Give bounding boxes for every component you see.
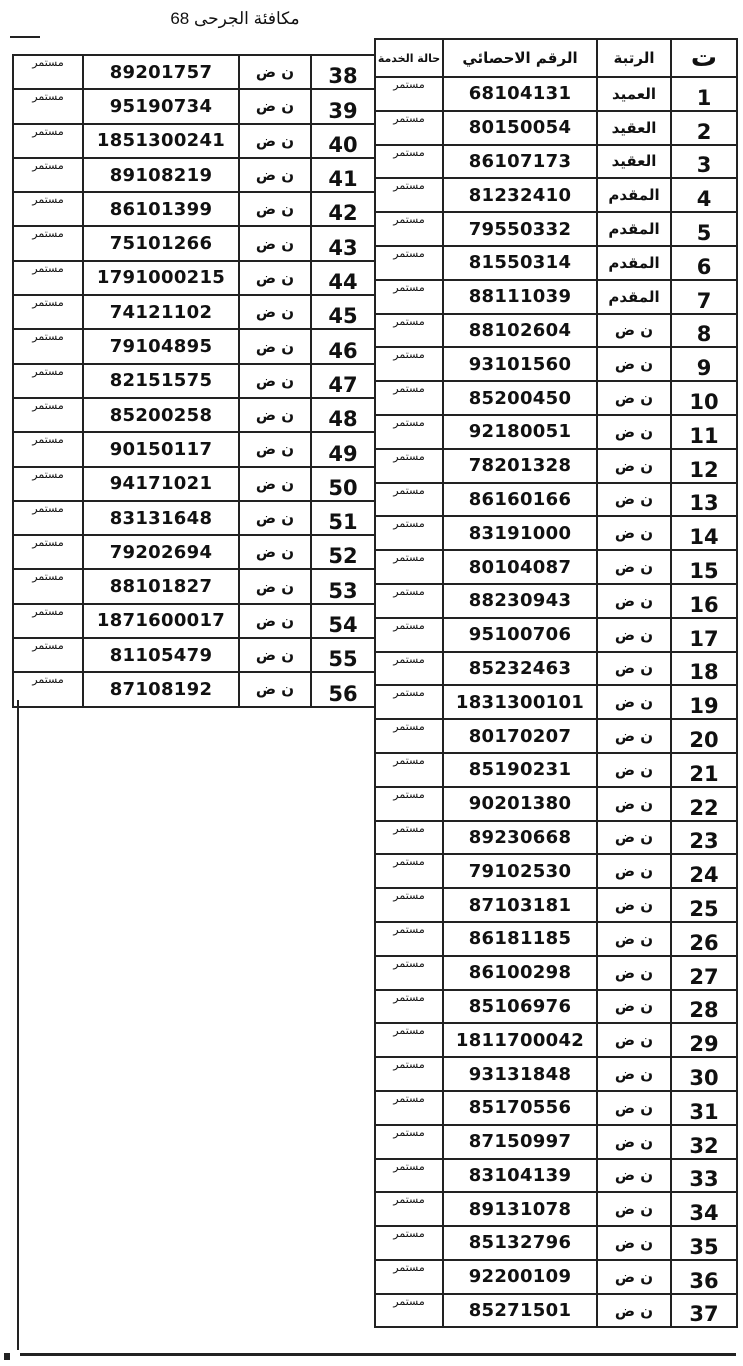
rank-cell: ن ض — [597, 854, 671, 888]
table-row — [13, 124, 375, 158]
index-cell: 9 — [671, 347, 737, 381]
status-cell: مستمر — [375, 77, 443, 111]
stat-no-cell: 90150117 — [83, 432, 239, 466]
index-cell: 13 — [671, 483, 737, 517]
index-cell: 20 — [671, 719, 737, 753]
stat-no-cell: 88102604 — [443, 314, 597, 348]
status-cell: مستمر — [375, 381, 443, 415]
stat-no-cell: 83104139 — [443, 1159, 597, 1193]
table-header-row — [375, 39, 737, 77]
status-cell: مستمر — [375, 956, 443, 990]
stat-no-cell: 74121102 — [83, 295, 239, 329]
rank-cell: ن ض — [597, 1091, 671, 1125]
index-cell: 31 — [671, 1091, 737, 1125]
stat-no-cell: 89131078 — [443, 1192, 597, 1226]
index-cell: 25 — [671, 888, 737, 922]
status-cell: مستمر — [375, 685, 443, 719]
rank-cell: العقيد — [597, 111, 671, 145]
rank-cell: ن ض — [239, 604, 311, 638]
status-cell: مستمر — [375, 990, 443, 1024]
stat-no-cell: 85232463 — [443, 652, 597, 686]
table-row — [375, 922, 737, 956]
index-cell: 43 — [311, 226, 375, 260]
table-row — [13, 569, 375, 603]
stat-no-cell: 79202694 — [83, 535, 239, 569]
rank-cell: المقدم — [597, 280, 671, 314]
index-cell: 24 — [671, 854, 737, 888]
rank-cell: العقيد — [597, 145, 671, 179]
index-cell: 7 — [671, 280, 737, 314]
table-row — [375, 381, 737, 415]
rank-cell: ن ض — [597, 347, 671, 381]
status-cell: مستمر — [13, 638, 83, 672]
stat-no-cell: 90201380 — [443, 787, 597, 821]
status-cell: مستمر — [375, 652, 443, 686]
stat-no-cell: 93101560 — [443, 347, 597, 381]
status-cell: مستمر — [375, 753, 443, 787]
index-cell: 16 — [671, 584, 737, 618]
stat-no-cell: 80150054 — [443, 111, 597, 145]
index-cell: 4 — [671, 178, 737, 212]
rank-cell: العميد — [597, 77, 671, 111]
index-cell: 15 — [671, 550, 737, 584]
index-cell: 53 — [311, 569, 375, 603]
status-cell: مستمر — [375, 922, 443, 956]
stat-no-cell: 92200109 — [443, 1260, 597, 1294]
index-cell: 37 — [671, 1294, 737, 1328]
rank-cell: ن ض — [597, 990, 671, 1024]
index-cell: 12 — [671, 449, 737, 483]
rank-cell: المقدم — [597, 212, 671, 246]
stat-no-cell: 79104895 — [83, 329, 239, 363]
index-cell: 45 — [311, 295, 375, 329]
rank-cell: ن ض — [597, 584, 671, 618]
stat-no-cell: 81105479 — [83, 638, 239, 672]
status-cell: مستمر — [375, 584, 443, 618]
status-cell: مستمر — [375, 1226, 443, 1260]
stat-no-cell: 1811700042 — [443, 1023, 597, 1057]
rank-cell: ن ض — [597, 381, 671, 415]
index-cell: 33 — [671, 1159, 737, 1193]
status-cell: مستمر — [13, 672, 83, 706]
status-cell: مستمر — [13, 398, 83, 432]
bottom-rule — [20, 1353, 736, 1356]
status-cell: مستمر — [375, 787, 443, 821]
rank-cell: ن ض — [239, 158, 311, 192]
index-cell: 46 — [311, 329, 375, 363]
status-cell: مستمر — [375, 1023, 443, 1057]
rank-cell: ن ض — [239, 535, 311, 569]
stat-no-cell: 75101266 — [83, 226, 239, 260]
header-status: حالة الخدمة — [375, 39, 443, 77]
index-cell: 40 — [311, 124, 375, 158]
index-cell: 11 — [671, 415, 737, 449]
index-cell: 18 — [671, 652, 737, 686]
status-cell: مستمر — [13, 192, 83, 226]
index-cell: 38 — [311, 55, 375, 89]
table-row — [375, 246, 737, 280]
rank-cell: ن ض — [239, 295, 311, 329]
index-cell: 44 — [311, 261, 375, 295]
table-row — [375, 415, 737, 449]
rank-cell: ن ض — [239, 192, 311, 226]
stat-no-cell: 82151575 — [83, 364, 239, 398]
top-rule — [10, 36, 40, 38]
status-cell: مستمر — [375, 1159, 443, 1193]
stat-no-cell: 89108219 — [83, 158, 239, 192]
index-cell: 50 — [311, 467, 375, 501]
rank-cell: ن ض — [597, 1057, 671, 1091]
stat-no-cell: 86107173 — [443, 145, 597, 179]
table-row — [375, 550, 737, 584]
status-cell: مستمر — [375, 550, 443, 584]
table-row — [13, 158, 375, 192]
table-row — [375, 1125, 737, 1159]
stat-no-cell: 80170207 — [443, 719, 597, 753]
status-cell: مستمر — [375, 314, 443, 348]
rank-cell: ن ض — [597, 1125, 671, 1159]
rank-cell: ن ض — [597, 652, 671, 686]
table-row — [375, 212, 737, 246]
status-cell: مستمر — [375, 111, 443, 145]
index-cell: 10 — [671, 381, 737, 415]
table-row — [13, 261, 375, 295]
index-cell: 2 — [671, 111, 737, 145]
stat-no-cell: 85132796 — [443, 1226, 597, 1260]
index-cell: 36 — [671, 1260, 737, 1294]
index-cell: 47 — [311, 364, 375, 398]
status-cell: مستمر — [13, 467, 83, 501]
table-row — [13, 432, 375, 466]
margin-line — [17, 700, 19, 1350]
stat-no-cell: 85170556 — [443, 1091, 597, 1125]
status-cell: مستمر — [375, 854, 443, 888]
index-cell: 17 — [671, 618, 737, 652]
stat-no-cell: 89201757 — [83, 55, 239, 89]
table-row — [13, 467, 375, 501]
table-row — [375, 584, 737, 618]
status-cell: مستمر — [375, 821, 443, 855]
stat-no-cell: 79102530 — [443, 854, 597, 888]
table-row — [13, 55, 375, 89]
stat-no-cell: 86181185 — [443, 922, 597, 956]
status-cell: مستمر — [375, 516, 443, 550]
index-cell: 32 — [671, 1125, 737, 1159]
table-row — [375, 347, 737, 381]
rank-cell: ن ض — [597, 821, 671, 855]
stat-no-cell: 83131648 — [83, 501, 239, 535]
stat-no-cell: 93131848 — [443, 1057, 597, 1091]
table-row — [375, 145, 737, 179]
table-row — [13, 329, 375, 363]
table-row — [375, 821, 737, 855]
status-cell: مستمر — [375, 1057, 443, 1091]
index-cell: 22 — [671, 787, 737, 821]
status-cell: مستمر — [13, 261, 83, 295]
index-cell: 8 — [671, 314, 737, 348]
stat-no-cell: 81232410 — [443, 178, 597, 212]
index-cell: 48 — [311, 398, 375, 432]
table-row — [13, 192, 375, 226]
rank-cell: ن ض — [239, 55, 311, 89]
index-cell: 19 — [671, 685, 737, 719]
table-row — [375, 111, 737, 145]
table-row — [375, 888, 737, 922]
stat-no-cell: 85190231 — [443, 753, 597, 787]
table-row — [375, 685, 737, 719]
status-cell: مستمر — [375, 483, 443, 517]
rank-cell: ن ض — [597, 618, 671, 652]
stat-no-cell: 86160166 — [443, 483, 597, 517]
stat-no-cell: 1871600017 — [83, 604, 239, 638]
table-row — [375, 178, 737, 212]
header-index: ت — [671, 39, 737, 77]
status-cell: مستمر — [375, 212, 443, 246]
status-cell: مستمر — [13, 501, 83, 535]
table-row — [375, 1023, 737, 1057]
status-cell: مستمر — [375, 1260, 443, 1294]
index-cell: 30 — [671, 1057, 737, 1091]
corner-mark — [4, 1353, 10, 1360]
rank-cell: ن ض — [239, 398, 311, 432]
rank-cell: ن ض — [239, 364, 311, 398]
index-cell: 55 — [311, 638, 375, 672]
table-row — [375, 77, 737, 111]
rank-cell: ن ض — [597, 685, 671, 719]
index-cell: 35 — [671, 1226, 737, 1260]
table-row — [375, 483, 737, 517]
stat-no-cell: 81550314 — [443, 246, 597, 280]
header-rank: الرتبة — [597, 39, 671, 77]
rank-cell: ن ض — [239, 467, 311, 501]
rank-cell: ن ض — [597, 1192, 671, 1226]
rank-cell: ن ض — [239, 672, 311, 706]
status-cell: مستمر — [375, 178, 443, 212]
table-row — [13, 501, 375, 535]
status-cell: مستمر — [13, 226, 83, 260]
status-cell: مستمر — [13, 158, 83, 192]
index-cell: 21 — [671, 753, 737, 787]
rank-cell: ن ض — [239, 569, 311, 603]
stat-no-cell: 68104131 — [443, 77, 597, 111]
index-cell: 39 — [311, 89, 375, 123]
status-cell: مستمر — [375, 618, 443, 652]
stat-no-cell: 87108192 — [83, 672, 239, 706]
table-row — [375, 1294, 737, 1328]
blank-area — [18, 716, 372, 1346]
rank-cell: ن ض — [239, 89, 311, 123]
status-cell: مستمر — [375, 415, 443, 449]
rank-cell: ن ض — [597, 922, 671, 956]
rank-cell: ن ض — [597, 888, 671, 922]
status-cell: مستمر — [13, 89, 83, 123]
table-row — [13, 364, 375, 398]
index-cell: 14 — [671, 516, 737, 550]
index-cell: 54 — [311, 604, 375, 638]
status-cell: مستمر — [375, 1125, 443, 1159]
stat-no-cell: 86101399 — [83, 192, 239, 226]
rank-cell: ن ض — [597, 1294, 671, 1328]
status-cell: مستمر — [375, 1091, 443, 1125]
table-row — [375, 990, 737, 1024]
index-cell: 27 — [671, 956, 737, 990]
index-cell: 49 — [311, 432, 375, 466]
index-cell: 26 — [671, 922, 737, 956]
table-row — [13, 295, 375, 329]
rank-cell: ن ض — [597, 449, 671, 483]
rank-cell: ن ض — [597, 550, 671, 584]
rank-cell: ن ض — [597, 787, 671, 821]
stat-no-cell: 95100706 — [443, 618, 597, 652]
status-cell: مستمر — [13, 364, 83, 398]
index-cell: 52 — [311, 535, 375, 569]
document-title: مكافئة الجرحى 68 — [170, 9, 300, 28]
stat-no-cell: 1791000215 — [83, 261, 239, 295]
stat-no-cell: 85200258 — [83, 398, 239, 432]
table-row — [375, 854, 737, 888]
rank-cell: المقدم — [597, 178, 671, 212]
rank-cell: ن ض — [239, 501, 311, 535]
table-left — [12, 54, 376, 708]
rank-cell: ن ض — [597, 314, 671, 348]
rank-cell: المقدم — [597, 246, 671, 280]
table-row — [13, 672, 375, 706]
rank-cell: ن ض — [597, 1260, 671, 1294]
index-cell: 42 — [311, 192, 375, 226]
stat-no-cell: 85271501 — [443, 1294, 597, 1328]
table-row — [375, 787, 737, 821]
rank-cell: ن ض — [239, 124, 311, 158]
stat-no-cell: 95190734 — [83, 89, 239, 123]
index-cell: 29 — [671, 1023, 737, 1057]
status-cell: مستمر — [13, 535, 83, 569]
stat-no-cell: 92180051 — [443, 415, 597, 449]
table-row — [375, 719, 737, 753]
index-cell: 3 — [671, 145, 737, 179]
rank-cell: ن ض — [239, 329, 311, 363]
rank-cell: ن ض — [239, 638, 311, 672]
stat-no-cell: 87150997 — [443, 1125, 597, 1159]
status-cell: مستمر — [13, 569, 83, 603]
status-cell: مستمر — [13, 124, 83, 158]
stat-no-cell: 86100298 — [443, 956, 597, 990]
rank-cell: ن ض — [239, 261, 311, 295]
table-row — [375, 1159, 737, 1193]
status-cell: مستمر — [375, 888, 443, 922]
stat-no-cell: 83191000 — [443, 516, 597, 550]
status-cell: مستمر — [375, 449, 443, 483]
rank-cell: ن ض — [597, 1023, 671, 1057]
header-stat-no: الرقم الاحصائي — [443, 39, 597, 77]
stat-no-cell: 88230943 — [443, 584, 597, 618]
table-row — [375, 1091, 737, 1125]
index-cell: 51 — [311, 501, 375, 535]
rank-cell: ن ض — [239, 432, 311, 466]
table-row — [375, 280, 737, 314]
status-cell: مستمر — [375, 1294, 443, 1328]
stat-no-cell: 89230668 — [443, 821, 597, 855]
table-row — [13, 638, 375, 672]
table-row — [375, 314, 737, 348]
stat-no-cell: 85200450 — [443, 381, 597, 415]
status-cell: مستمر — [375, 1192, 443, 1226]
stat-no-cell: 78201328 — [443, 449, 597, 483]
table-row — [13, 226, 375, 260]
rank-cell: ن ض — [597, 1226, 671, 1260]
table-row — [13, 89, 375, 123]
stat-no-cell: 85106976 — [443, 990, 597, 1024]
stat-no-cell: 79550332 — [443, 212, 597, 246]
rank-cell: ن ض — [597, 415, 671, 449]
index-cell: 28 — [671, 990, 737, 1024]
status-cell: مستمر — [13, 432, 83, 466]
index-cell: 6 — [671, 246, 737, 280]
status-cell: مستمر — [13, 55, 83, 89]
status-cell: مستمر — [13, 295, 83, 329]
table-row — [375, 956, 737, 990]
stat-no-cell: 1851300241 — [83, 124, 239, 158]
rank-cell: ن ض — [597, 956, 671, 990]
stat-no-cell: 87103181 — [443, 888, 597, 922]
table-row — [375, 516, 737, 550]
status-cell: مستمر — [13, 329, 83, 363]
status-cell: مستمر — [13, 604, 83, 638]
rank-cell: ن ض — [597, 1159, 671, 1193]
index-cell: 1 — [671, 77, 737, 111]
stat-no-cell: 94171021 — [83, 467, 239, 501]
table-row — [375, 449, 737, 483]
index-cell: 5 — [671, 212, 737, 246]
stat-no-cell: 80104087 — [443, 550, 597, 584]
status-cell: مستمر — [375, 719, 443, 753]
rank-cell: ن ض — [597, 483, 671, 517]
stat-no-cell: 88101827 — [83, 569, 239, 603]
table-row — [375, 618, 737, 652]
table-row — [375, 753, 737, 787]
stat-no-cell: 1831300101 — [443, 685, 597, 719]
table-row — [375, 1260, 737, 1294]
stat-no-cell: 88111039 — [443, 280, 597, 314]
status-cell: مستمر — [375, 246, 443, 280]
table-row — [375, 1057, 737, 1091]
table-right — [374, 38, 738, 1328]
status-cell: مستمر — [375, 145, 443, 179]
index-cell: 41 — [311, 158, 375, 192]
table-row — [13, 398, 375, 432]
index-cell: 56 — [311, 672, 375, 706]
index-cell: 34 — [671, 1192, 737, 1226]
table-row — [13, 604, 375, 638]
table-row — [375, 1226, 737, 1260]
status-cell: مستمر — [375, 347, 443, 381]
index-cell: 23 — [671, 821, 737, 855]
rank-cell: ن ض — [239, 226, 311, 260]
status-cell: مستمر — [375, 280, 443, 314]
rank-cell: ن ض — [597, 753, 671, 787]
table-row — [375, 652, 737, 686]
rank-cell: ن ض — [597, 516, 671, 550]
table-row — [375, 1192, 737, 1226]
table-row — [13, 535, 375, 569]
rank-cell: ن ض — [597, 719, 671, 753]
